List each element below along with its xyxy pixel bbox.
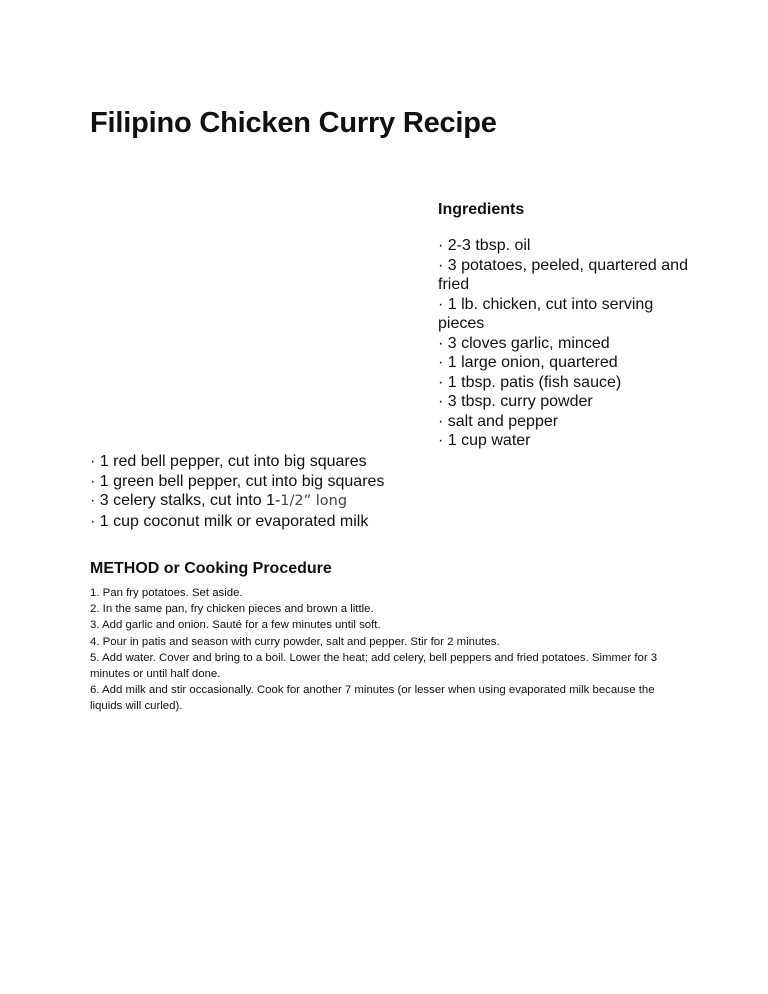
celery-text: · 3 celery stalks, cut into 1- bbox=[90, 492, 281, 509]
more-ingredients-list bbox=[90, 452, 430, 531]
ingredient-item-coconut-milk: · 1 cup coconut milk or evaporated milk bbox=[90, 512, 369, 530]
ingredients-heading: Ingredients bbox=[438, 201, 525, 218]
ingredients-section bbox=[438, 200, 688, 451]
ingredient-item-green-pepper: · 1 green bell pepper, cut into big squares bbox=[90, 472, 385, 490]
method-step: 4. Pour in patis and season with curry powder, salt and pepper. Stir for 2 minutes. bbox=[90, 635, 500, 648]
ingredient-item: · 2-3 tbsp. oil bbox=[438, 237, 531, 254]
ingredient-item: · 1 tbsp. patis (fish sauce) bbox=[438, 373, 622, 391]
method-heading: METHOD or Cooking Procedure bbox=[90, 560, 332, 578]
more-ingredients-section bbox=[90, 452, 430, 531]
ingredient-item: · salt and pepper bbox=[438, 412, 559, 430]
ingredient-item: · 3 tbsp. curry powder bbox=[438, 393, 593, 410]
ingredient-item: · 1 cup water bbox=[438, 432, 531, 449]
method-step: 3. Add garlic and onion. Sauté for a few minutes until soft. bbox=[90, 619, 381, 632]
page-title: Filipino Chicken Curry Recipe bbox=[90, 107, 497, 140]
ingredient-item-celery bbox=[90, 491, 430, 512]
ingredient-item: · 3 potatoes, peeled, quartered and fried bbox=[438, 256, 688, 293]
ingredient-item: · 3 cloves garlic, minced bbox=[438, 334, 610, 352]
method-step: 5. Add water. Cover and bring to a boil. Lower the heat; add celery, bell peppers and fried potatoes. Simmer for 3 minutes or until half done. bbox=[90, 651, 658, 681]
ingredient-item-red-pepper: · 1 red bell pepper, cut into big squares bbox=[90, 453, 367, 470]
ingredients-list bbox=[438, 236, 688, 451]
method-step: 6. Add milk and stir occasionally. Cook for another 7 minutes (or lesser when using evaporated milk because the liquids will curled). bbox=[90, 684, 655, 713]
method-step: 1. Pan fry potatoes. Set aside. bbox=[90, 587, 243, 599]
celery-length: 1/2” long bbox=[280, 493, 348, 509]
method-steps bbox=[90, 585, 660, 715]
method-step: 2. In the same pan, fry chicken pieces and brown a little. bbox=[90, 603, 374, 616]
ingredient-item: · 1 large onion, quartered bbox=[438, 354, 618, 371]
ingredient-item: · 1 lb. chicken, cut into serving pieces bbox=[438, 295, 654, 332]
